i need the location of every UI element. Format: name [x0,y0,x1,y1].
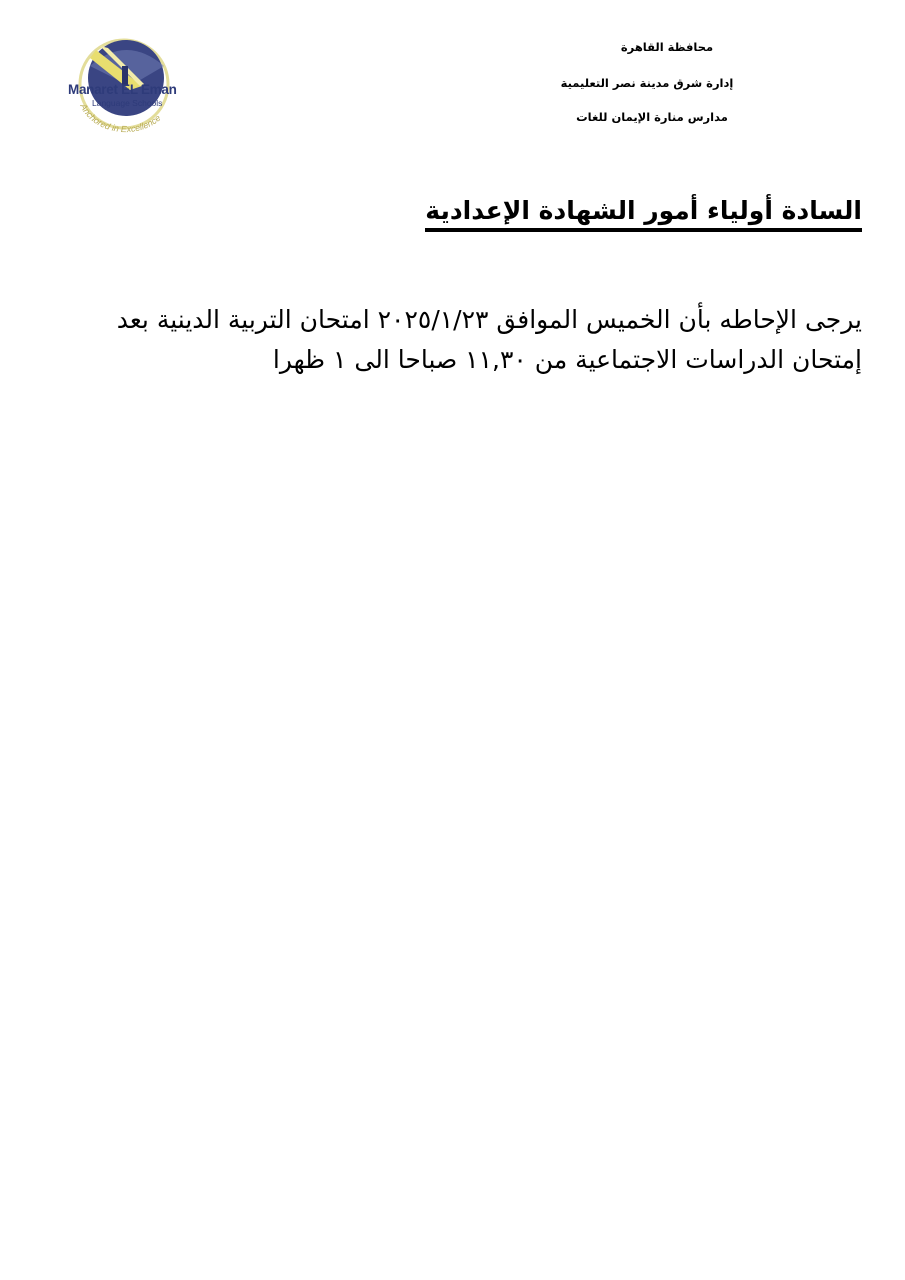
school-logo [60,36,190,136]
administration-label: إدارة شرق مدينة نصر التعليمية [560,76,734,90]
governorate-label: محافظة القاهرة [620,40,714,54]
logo-school-name: Manaret EL Eman [68,82,177,97]
body-line-1: يرجى الإحاطه بأن الخميس الموافق ٢٠٢٥/١/٢٣ امتحان التربية الدينية بعد [116,305,862,334]
logo-tagline: Anchored in Excellence [78,101,163,135]
document-title: السادة أولياء أمور الشهادة الإعدادية [425,196,862,232]
body-line-2: إمتحان الدراسات الاجتماعية من ١١,٣٠ صباحا الى ١ ظهرا [272,345,862,374]
announcement-body [62,300,862,380]
school-label: مدارس منارة الإيمان للغات [576,110,728,124]
logo-subtitle: Language Schools [92,98,163,108]
